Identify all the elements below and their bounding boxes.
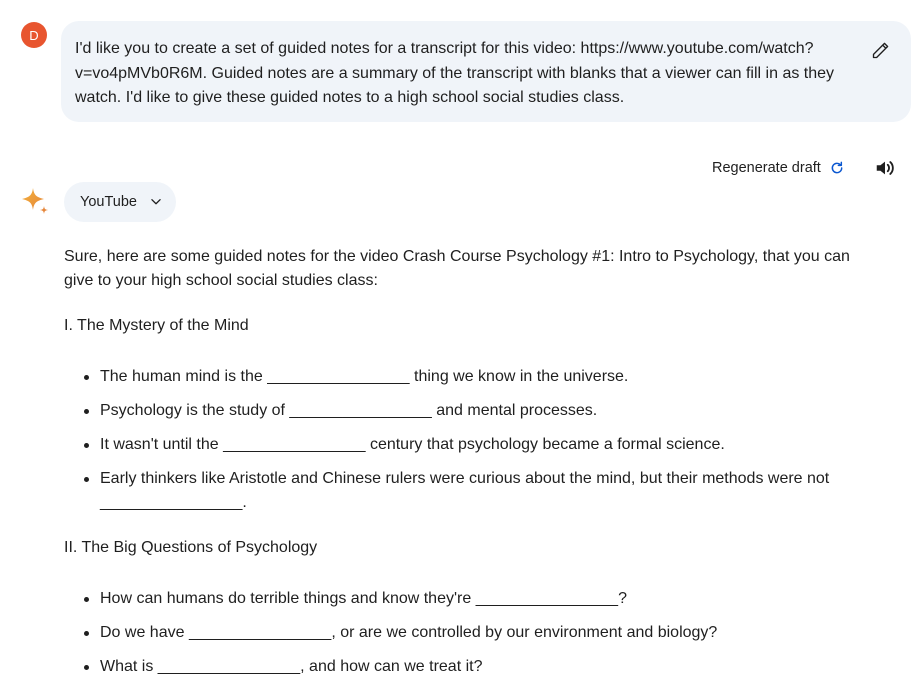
user-avatar: D <box>21 22 47 48</box>
user-prompt-bubble <box>61 21 911 122</box>
list-item: What is ________________, and how can we treat it? <box>64 655 884 679</box>
edit-pencil-icon[interactable] <box>871 40 891 60</box>
refresh-icon <box>829 160 845 176</box>
regenerate-draft-button[interactable] <box>712 158 845 178</box>
section-heading-mystery-of-mind: I. The Mystery of the Mind <box>64 317 249 334</box>
speaker-icon[interactable] <box>874 157 896 179</box>
list-item: It wasn't until the ________________ century that psychology became a formal science. <box>64 433 884 457</box>
notes-list-section-2 <box>64 587 884 689</box>
list-item: How can humans do terrible things and know they're ________________? <box>64 587 884 611</box>
chevron-down-icon <box>149 195 163 209</box>
source-chip-label: YouTube <box>80 194 137 210</box>
notes-list-section-1 <box>64 365 884 525</box>
list-item: Do we have ________________, or are we controlled by our environment and biology? <box>64 621 884 645</box>
user-prompt-text: I'd like you to create a set of guided notes for a transcript for this video: https://www.youtube.com/watch?v=vo4pMVb0R6M. Guided notes are a summary of the transcript with blanks that a viewer can fill in as they watch. I'd like to give these guided notes to a high school social studies class. <box>75 40 835 106</box>
gemini-sparkle-icon <box>20 186 52 218</box>
list-item: The human mind is the ________________ thing we know in the universe. <box>64 365 884 389</box>
list-item: Psychology is the study of ________________ and mental processes. <box>64 399 884 423</box>
section-heading-big-questions: II. The Big Questions of Psychology <box>64 539 318 556</box>
response-intro-text: Sure, here are some guided notes for the video Crash Course Psychology #1: Intro to Psychology, that you can give to your high school social studies class: <box>64 248 850 289</box>
youtube-source-chip[interactable] <box>64 182 176 222</box>
list-item: Early thinkers like Aristotle and Chinese rulers were curious about the mind, but their methods were not ________________. <box>64 467 884 515</box>
regenerate-draft-label: Regenerate draft <box>712 160 821 176</box>
response-intro <box>64 245 874 293</box>
